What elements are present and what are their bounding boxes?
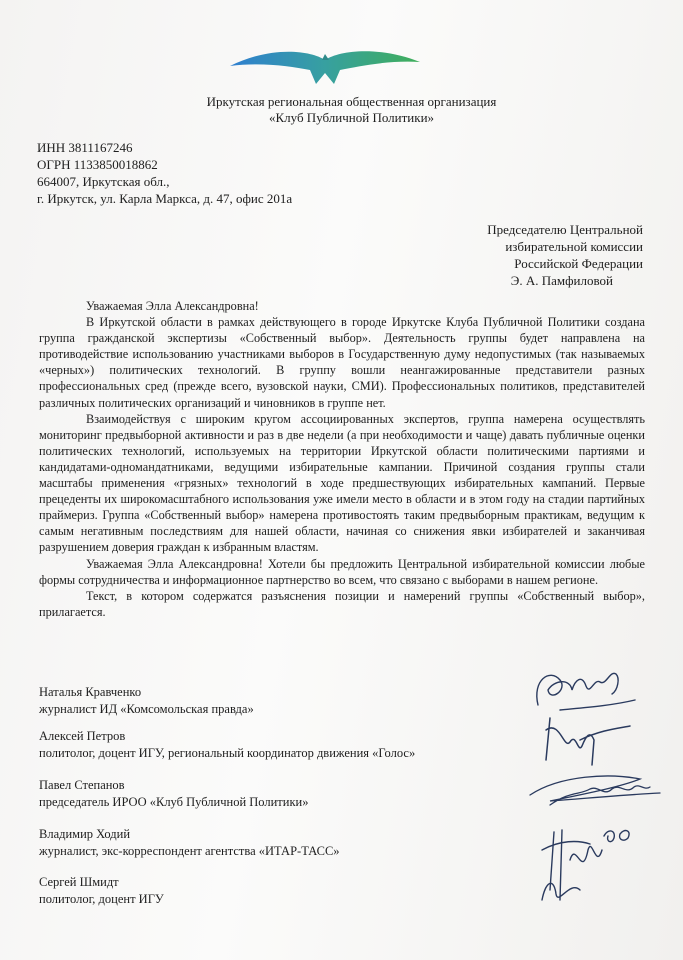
sender-details [37,139,292,207]
signatory-title: председатель ИРОО «Клуб Публичной Политики» [39,795,309,809]
recipient-block [487,221,643,289]
recipient-line: избирательной комиссии [505,239,643,254]
signatory-title: политолог, доцент ИГУ [39,892,164,906]
sender-address-street: г. Иркутск, ул. Карла Маркса, д. 47, офис 201а [37,191,293,206]
handwritten-signature [520,710,640,770]
paragraph: В Иркутской области в рамках действующего в городе Иркутске Клуба Публичной Политики создана группа гражданской экспертизы «Собственный выбор». Деятельность группы будет направлена на противодействие использованию участниками выборов в Государственную думу недопустимых (так называемых «черных») политических технологий. В группу вошли неангажированные представители разных профессиональных сред (прежде всего, вузовской науки, СМИ). Профессиональных политиков, представителей различных политических организаций и чиновников в группе нет. [39,315,645,410]
org-name-line: Иркутская региональная общественная организация [206,94,497,109]
signatory-name: Сергей Шмидт [39,875,119,889]
salutation: Уважаемая Элла Александровна! [86,299,259,313]
handwritten-signature [520,765,670,825]
signatory [39,684,254,718]
eagle-logo-icon [230,40,420,85]
organization-header [0,94,683,126]
signatory-name: Владимир Ходий [39,827,131,841]
org-club-name: «Клуб Публичной Политики» [268,110,435,125]
signatory-title: журналист ИД «Комсомольская правда» [39,702,254,716]
paragraph: Взаимодействуя с широким кругом ассоциированных экспертов, группа намерена осуществлять мониторинг предвыборной активности и раз в две недели (а при необходимости и чаще) давать публичные оценки политических технологий, используемых на территории Иркутской области политическими партиями и кандидатами-одномандатниками, ведущими избирательные кампании. Причиной создания группы стали масштабы применения «грязных» технологий в ходе предшествующих избирательных кампаний. Первые прецеденты их широкомасштабного использования уже имели место в области и в этом году на стадии партийных праймериз. Группа «Собственный выбор» намерена противостоять таким предвыборным практикам, ведущим к самым негативным последствиям для нашей области, начиная со снижения явки избирателей и заканчивая разрушением доверия граждан к избранным властям. [39,411,645,555]
letter-body [39,298,645,620]
sender-address-line: 664007, Иркутская обл., [37,174,170,189]
handwritten-signature [520,820,650,910]
signatory-title: политолог, доцент ИГУ, региональный координатор движения «Голос» [39,746,416,760]
signatory [39,777,308,811]
paragraph: Текст, в котором содержатся разъяснения позиции и намерений группы «Собственный выбор», прилагается. [39,588,645,619]
signatory [39,874,164,908]
recipient-name: Э. А. Памфиловой [510,273,613,288]
signatory-name: Павел Степанов [39,778,125,792]
recipient-line: Председателю Центральной [487,222,643,237]
sender-inn: ИНН 3811167246 [37,140,133,155]
signatory [39,826,340,860]
signatory-title: журналист, экс-корреспондент агентства «ИТАР-ТАСС» [39,844,340,858]
signatory-name: Алексей Петров [39,729,126,743]
paragraph: Уважаемая Элла Александровна! Хотели бы предложить Центральной избирательной комиссии любые формы сотрудничества и информационное партнерство во всем, что связано с выборами в нашем регионе. [39,556,645,587]
signatory [39,728,415,762]
signatory-name: Наталья Кравченко [39,685,142,699]
sender-ogrn: ОГРН 1133850018862 [37,157,158,172]
recipient-line: Российской Федерации [514,256,643,271]
signatures-area [520,660,670,910]
